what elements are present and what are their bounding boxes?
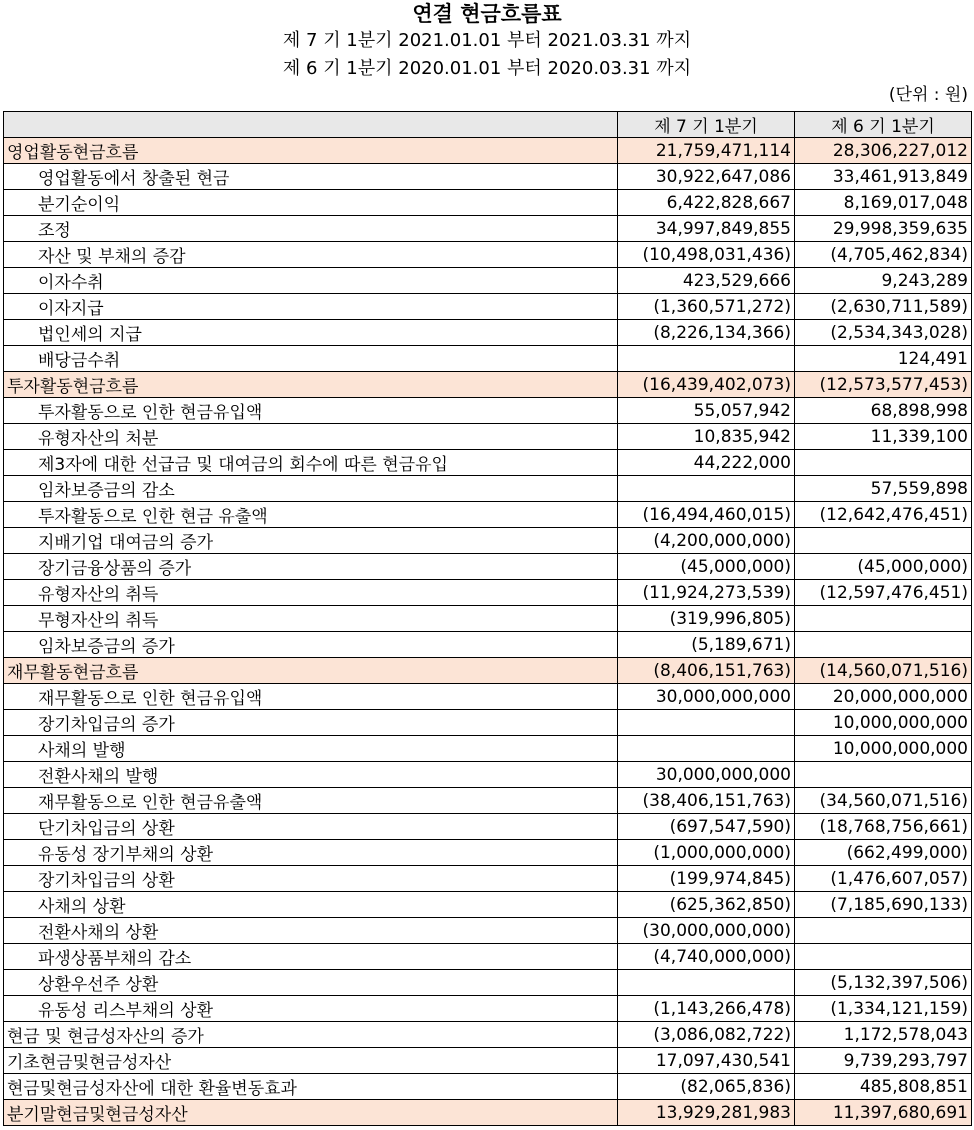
table-row [4, 320, 972, 346]
row-label: 재무활동으로 인한 현금유입액 [4, 684, 618, 710]
row-label: 이자지급 [4, 294, 618, 320]
value-current: 13,929,281,983 [618, 1100, 795, 1126]
table-row [4, 164, 972, 190]
value-current: 30,000,000,000 [618, 762, 795, 788]
value-prior: 9,243,289 [795, 268, 972, 294]
value-prior [795, 632, 972, 658]
value-prior: (34,560,071,516) [795, 788, 972, 814]
value-current: 10,835,942 [618, 424, 795, 450]
value-current: (1,143,266,478) [618, 996, 795, 1022]
value-prior: (4,705,462,834) [795, 242, 972, 268]
table-row [4, 606, 972, 632]
value-prior: 1,172,578,043 [795, 1022, 972, 1048]
value-current: (30,000,000,000) [618, 918, 795, 944]
row-label: 상환우선주 상환 [4, 970, 618, 996]
value-prior: (12,597,476,451) [795, 580, 972, 606]
table-row [4, 788, 972, 814]
value-current: (4,200,000,000) [618, 528, 795, 554]
table-row [4, 476, 972, 502]
value-prior: (45,000,000) [795, 554, 972, 580]
value-prior [795, 606, 972, 632]
value-prior [795, 450, 972, 476]
value-current: (199,974,845) [618, 866, 795, 892]
table-row [4, 294, 972, 320]
value-current: (45,000,000) [618, 554, 795, 580]
value-prior: (1,334,121,159) [795, 996, 972, 1022]
table-row [4, 1100, 972, 1126]
table-row [4, 684, 972, 710]
table-header-row [4, 112, 972, 138]
row-label: 유형자산의 취득 [4, 580, 618, 606]
value-prior: (2,630,711,589) [795, 294, 972, 320]
value-prior: (1,476,607,057) [795, 866, 972, 892]
table-row [4, 216, 972, 242]
row-label: 무형자산의 취득 [4, 606, 618, 632]
value-prior [795, 918, 972, 944]
row-label: 투자활동으로 인한 현금유입액 [4, 398, 618, 424]
table-row [4, 1074, 972, 1100]
statement-title: 연결 현금흐름표 [412, 2, 562, 26]
value-current: 44,222,000 [618, 450, 795, 476]
value-prior [795, 944, 972, 970]
column-header-prior: 제 6 기 1분기 [795, 112, 972, 138]
row-label: 기초현금및현금성자산 [4, 1048, 618, 1074]
table-row [4, 138, 972, 164]
value-current: (8,226,134,366) [618, 320, 795, 346]
value-prior [795, 762, 972, 788]
statement-header [0, 0, 974, 107]
value-prior [795, 528, 972, 554]
table-row [4, 762, 972, 788]
row-label: 유동성 장기부채의 상환 [4, 840, 618, 866]
value-current: (1,000,000,000) [618, 840, 795, 866]
value-prior: (2,534,343,028) [795, 320, 972, 346]
row-label: 단기차입금의 상환 [4, 814, 618, 840]
table-row [4, 554, 972, 580]
row-label: 영업활동현금흐름 [4, 138, 618, 164]
row-label: 법인세의 지급 [4, 320, 618, 346]
cash-flow-table [3, 111, 972, 1126]
table-row [4, 892, 972, 918]
value-current: 55,057,942 [618, 398, 795, 424]
row-label: 투자활동으로 인한 현금 유출액 [4, 502, 618, 528]
row-label: 현금및현금성자산에 대한 환율변동효과 [4, 1074, 618, 1100]
value-current: (5,189,671) [618, 632, 795, 658]
table-row [4, 580, 972, 606]
value-current: (319,996,805) [618, 606, 795, 632]
period-prior: 제 6 기 1분기 2020.01.01 부터 2020.03.31 까지 [282, 58, 692, 79]
value-current: (38,406,151,763) [618, 788, 795, 814]
table-row [4, 502, 972, 528]
row-label: 임차보증금의 감소 [4, 476, 618, 502]
value-prior: 20,000,000,000 [795, 684, 972, 710]
value-prior: 29,998,359,635 [795, 216, 972, 242]
value-current: (16,494,460,015) [618, 502, 795, 528]
value-prior: 10,000,000,000 [795, 736, 972, 762]
table-row [4, 996, 972, 1022]
table-row [4, 398, 972, 424]
column-header-label [4, 112, 618, 138]
row-label: 분기말현금및현금성자산 [4, 1100, 618, 1126]
table-row [4, 944, 972, 970]
value-current: (1,360,571,272) [618, 294, 795, 320]
value-current: (11,924,273,539) [618, 580, 795, 606]
value-current [618, 346, 795, 372]
row-label: 투자활동현금흐름 [4, 372, 618, 398]
row-label: 유동성 리스부채의 상환 [4, 996, 618, 1022]
table-row [4, 866, 972, 892]
row-label: 현금 및 현금성자산의 증가 [4, 1022, 618, 1048]
value-prior: 11,397,680,691 [795, 1100, 972, 1126]
value-prior: 9,739,293,797 [795, 1048, 972, 1074]
row-label: 재무활동으로 인한 현금유출액 [4, 788, 618, 814]
value-current: (697,547,590) [618, 814, 795, 840]
value-prior: 57,559,898 [795, 476, 972, 502]
period-current: 제 7 기 1분기 2021.01.01 부터 2021.03.31 까지 [282, 30, 692, 51]
table-row [4, 970, 972, 996]
value-current: (16,439,402,073) [618, 372, 795, 398]
value-prior: 485,808,851 [795, 1074, 972, 1100]
value-current: (82,065,836) [618, 1074, 795, 1100]
row-label: 조정 [4, 216, 618, 242]
row-label: 영업활동에서 창출된 현금 [4, 164, 618, 190]
value-prior: (18,768,756,661) [795, 814, 972, 840]
table-row [4, 710, 972, 736]
value-prior: 68,898,998 [795, 398, 972, 424]
value-current: 30,922,647,086 [618, 164, 795, 190]
value-current: 21,759,471,114 [618, 138, 795, 164]
table-row [4, 840, 972, 866]
table-row [4, 528, 972, 554]
row-label: 전환사채의 발행 [4, 762, 618, 788]
value-prior: (7,185,690,133) [795, 892, 972, 918]
table-row [4, 658, 972, 684]
value-current [618, 970, 795, 996]
value-current: (625,362,850) [618, 892, 795, 918]
table-row [4, 372, 972, 398]
row-label: 재무활동현금흐름 [4, 658, 618, 684]
value-prior: 28,306,227,012 [795, 138, 972, 164]
table-row [4, 736, 972, 762]
value-current: (8,406,151,763) [618, 658, 795, 684]
value-current: (10,498,031,436) [618, 242, 795, 268]
value-prior: (12,642,476,451) [795, 502, 972, 528]
row-label: 제3자에 대한 선급금 및 대여금의 회수에 따른 현금유입 [4, 450, 618, 476]
row-label: 이자수취 [4, 268, 618, 294]
value-prior: (662,499,000) [795, 840, 972, 866]
value-current: 30,000,000,000 [618, 684, 795, 710]
row-label: 장기차입금의 증가 [4, 710, 618, 736]
value-current: (4,740,000,000) [618, 944, 795, 970]
table-row [4, 1022, 972, 1048]
row-label: 지배기업 대여금의 증가 [4, 528, 618, 554]
column-header-current: 제 7 기 1분기 [618, 112, 795, 138]
value-current: (3,086,082,722) [618, 1022, 795, 1048]
value-prior: 124,491 [795, 346, 972, 372]
row-label: 장기차입금의 상환 [4, 866, 618, 892]
value-current [618, 736, 795, 762]
row-label: 장기금융상품의 증가 [4, 554, 618, 580]
table-row [4, 632, 972, 658]
table-row [4, 190, 972, 216]
value-prior: (12,573,577,453) [795, 372, 972, 398]
row-label: 파생상품부채의 감소 [4, 944, 618, 970]
value-prior: (5,132,397,506) [795, 970, 972, 996]
row-label: 임차보증금의 증가 [4, 632, 618, 658]
table-row [4, 242, 972, 268]
value-current [618, 476, 795, 502]
table-row [4, 424, 972, 450]
value-prior: 11,339,100 [795, 424, 972, 450]
row-label: 유형자산의 처분 [4, 424, 618, 450]
table-row [4, 268, 972, 294]
row-label: 사채의 상환 [4, 892, 618, 918]
table-row [4, 450, 972, 476]
table-row [4, 918, 972, 944]
row-label: 자산 및 부채의 증감 [4, 242, 618, 268]
row-label: 배당금수취 [4, 346, 618, 372]
value-current: 6,422,828,667 [618, 190, 795, 216]
value-current [618, 710, 795, 736]
value-prior: 8,169,017,048 [795, 190, 972, 216]
row-label: 분기순이익 [4, 190, 618, 216]
value-current: 34,997,849,855 [618, 216, 795, 242]
row-label: 전환사채의 상환 [4, 918, 618, 944]
value-current: 17,097,430,541 [618, 1048, 795, 1074]
table-row [4, 1048, 972, 1074]
table-row [4, 814, 972, 840]
value-prior: 10,000,000,000 [795, 710, 972, 736]
table-row [4, 346, 972, 372]
value-current: 423,529,666 [618, 268, 795, 294]
value-prior: (14,560,071,516) [795, 658, 972, 684]
unit-label: (단위 : 원) [888, 85, 968, 105]
value-prior: 33,461,913,849 [795, 164, 972, 190]
row-label: 사채의 발행 [4, 736, 618, 762]
